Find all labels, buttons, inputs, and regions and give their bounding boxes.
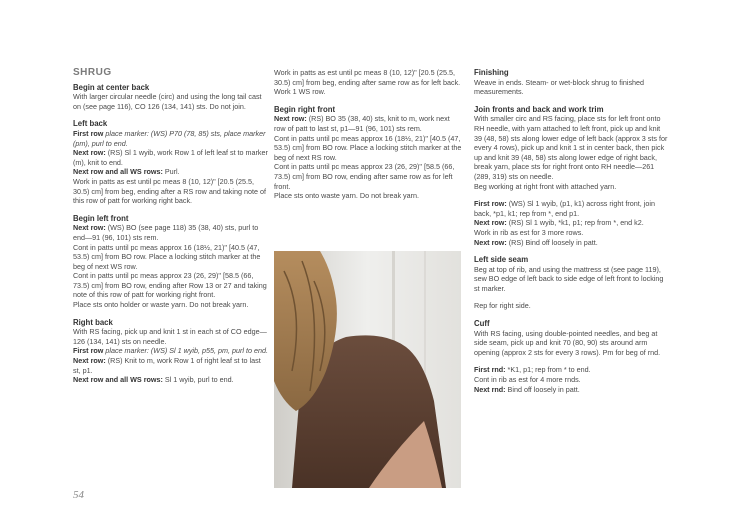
- paragraph: Cont in rib as est for 4 more rnds.: [474, 375, 581, 385]
- paragraph: Work in rib as est for 3 more rows.: [474, 227, 584, 237]
- paragraph: Work 1 WS row.: [274, 87, 326, 97]
- heading-cuff: Cuff: [474, 319, 490, 329]
- shrug-photo-illustration: [274, 251, 461, 488]
- heading-right-back: Right back: [73, 317, 113, 327]
- column-left: [73, 68, 268, 385]
- page-number: 54: [73, 489, 84, 501]
- paragraph: Cont in patts until pc meas approx 16 (18½, 21)" [40.5 (47, 53.5) cm] from BO row. Place a locking stitch marker at the beg of next WS row.: [73, 242, 261, 271]
- paragraph: Place sts onto holder or waste yarn. Do not break yarn.: [73, 300, 249, 310]
- paragraph: Beg at top of rib, and using the mattress st (see page 119), sew BO edge of left back to side edge of left front to locking st marker.: [474, 264, 664, 293]
- heading-begin-left-front: Begin left front: [73, 213, 129, 223]
- heading-left-back: Left back: [73, 119, 108, 129]
- paragraph: Cont in patts until pc meas approx 23 (26, 29)" [58.5 (66, 73.5) cm] from BO row, ending after Row 13 or 27 and taking note of this row of patt for working right front.: [73, 271, 267, 300]
- paragraph: Next row: (RS) BO 35 (38, 40) sts, knit to m, work next row of patt to last st, p1—91 (96, 101) sts rem.: [274, 114, 450, 133]
- column-right: [474, 68, 670, 394]
- paragraph: First rnd: *K1, p1; rep from * to end.: [474, 365, 591, 375]
- heading-finishing: Finishing: [474, 68, 509, 77]
- paragraph: Rep for right side.: [474, 301, 531, 311]
- heading-join-fronts: Join fronts and back and work trim: [474, 104, 604, 114]
- paragraph: Next row and all WS rows: Sl 1 wyib, purl to end.: [73, 375, 234, 385]
- paragraph: Next rnd: Bind off loosely in patt.: [474, 384, 580, 394]
- paragraph: With larger circular needle (circ) and using the long tail cast on (see page 116), CO 126 (134, 141) sts. Do not join.: [73, 92, 262, 111]
- paragraph: Weave in ends. Steam- or wet-block shrug to finished measurements.: [474, 77, 645, 97]
- paragraph: Next row: (RS) Sl 1 wyib, *k1, p1; rep from *, end k2.: [474, 218, 644, 228]
- paragraph: First row: (WS) Sl 1 wyib, (p1, k1) across right front, join back, *p1, k1; rep from *, end p1.: [474, 199, 655, 218]
- paragraph: Next row: (RS) Knit to m, work Row 1 of right leaf st to last st, p1.: [73, 356, 261, 375]
- paragraph: First row place marker: (WS) P70 (78, 85) sts, place marker (pm), purl to end.: [73, 128, 266, 148]
- paragraph: Place sts onto waste yarn. Do not break yarn.: [274, 191, 420, 201]
- heading-begin-right-front: Begin right front: [274, 104, 336, 114]
- paragraph: Next row: (RS) Bind off loosely in patt.: [474, 237, 598, 247]
- heading-left-side-seam: Left side seam: [474, 255, 529, 265]
- paragraph: First row place marker: (WS) Sl 1 wyib, p55, pm, purl to end.: [73, 346, 268, 356]
- shrug-photo: [274, 251, 461, 488]
- paragraph: With RS facing, pick up and knit 1 st in each st of CO edge—126 (134, 141) sts on needle.: [73, 327, 267, 346]
- paragraph: Next row: (WS) BO (see page 118) 35 (38, 40) sts, purl to end—91 (96, 101) sts rem.: [73, 223, 259, 242]
- section-title: SHRUG: [73, 67, 112, 78]
- heading-begin-center-back: Begin at center back: [73, 82, 150, 92]
- paragraph: Work in patts as est until pc meas 8 (10, 12)" [20.5 (25.5, 30.5) cm] from beg, ending after a RS row and taking note of this row of patt for working right back.: [73, 176, 266, 206]
- paragraph: Cont in patts until pc meas approx 16 (18½, 21)" [40.5 (47, 53.5) cm] from BO row. Place a locking stitch marker at the beg of next RS row.: [274, 133, 462, 162]
- paragraph: Next row: (RS) Sl 1 wyib, work Row 1 of left leaf st to marker (m), knit to end.: [73, 148, 268, 167]
- paragraph: Cont in patts until pc meas approx 23 (26, 29)" [58.5 (66, 73.5) cm] from BO row, ending after same row as for left front.: [274, 162, 455, 191]
- paragraph: With RS facing, using double-pointed needles, and beg at side seam, pick up and knit 70 (80, 90) sts around arm opening (approx 2 sts for every 3 rows). Pm for beg of rnd.: [474, 328, 661, 357]
- paragraph: With smaller circ and RS facing, place sts for left front onto RH needle, with yarn attached to left front, pick up and knit 39 (48, 58) sts along lower edge of left back (approx 3 sts for every 4 rows), pick up and knit 1 st in center back, then pick up and knit 39 (48, 58) sts along lower edge of right back, break yarn, place sts for right front onto RH needle—261 (289, 319) sts on needle.: [474, 114, 668, 181]
- paragraph: Next row and all WS rows: Purl.: [73, 167, 180, 177]
- paragraph: Work in patts as est until pc meas 8 (10, 12)" [20.5 (25.5, 30.5) cm] from beg, ending after same row as for left back.: [274, 68, 461, 87]
- paragraph: Beg working at right front with attached yarn.: [474, 181, 617, 191]
- column-middle: [274, 68, 462, 201]
